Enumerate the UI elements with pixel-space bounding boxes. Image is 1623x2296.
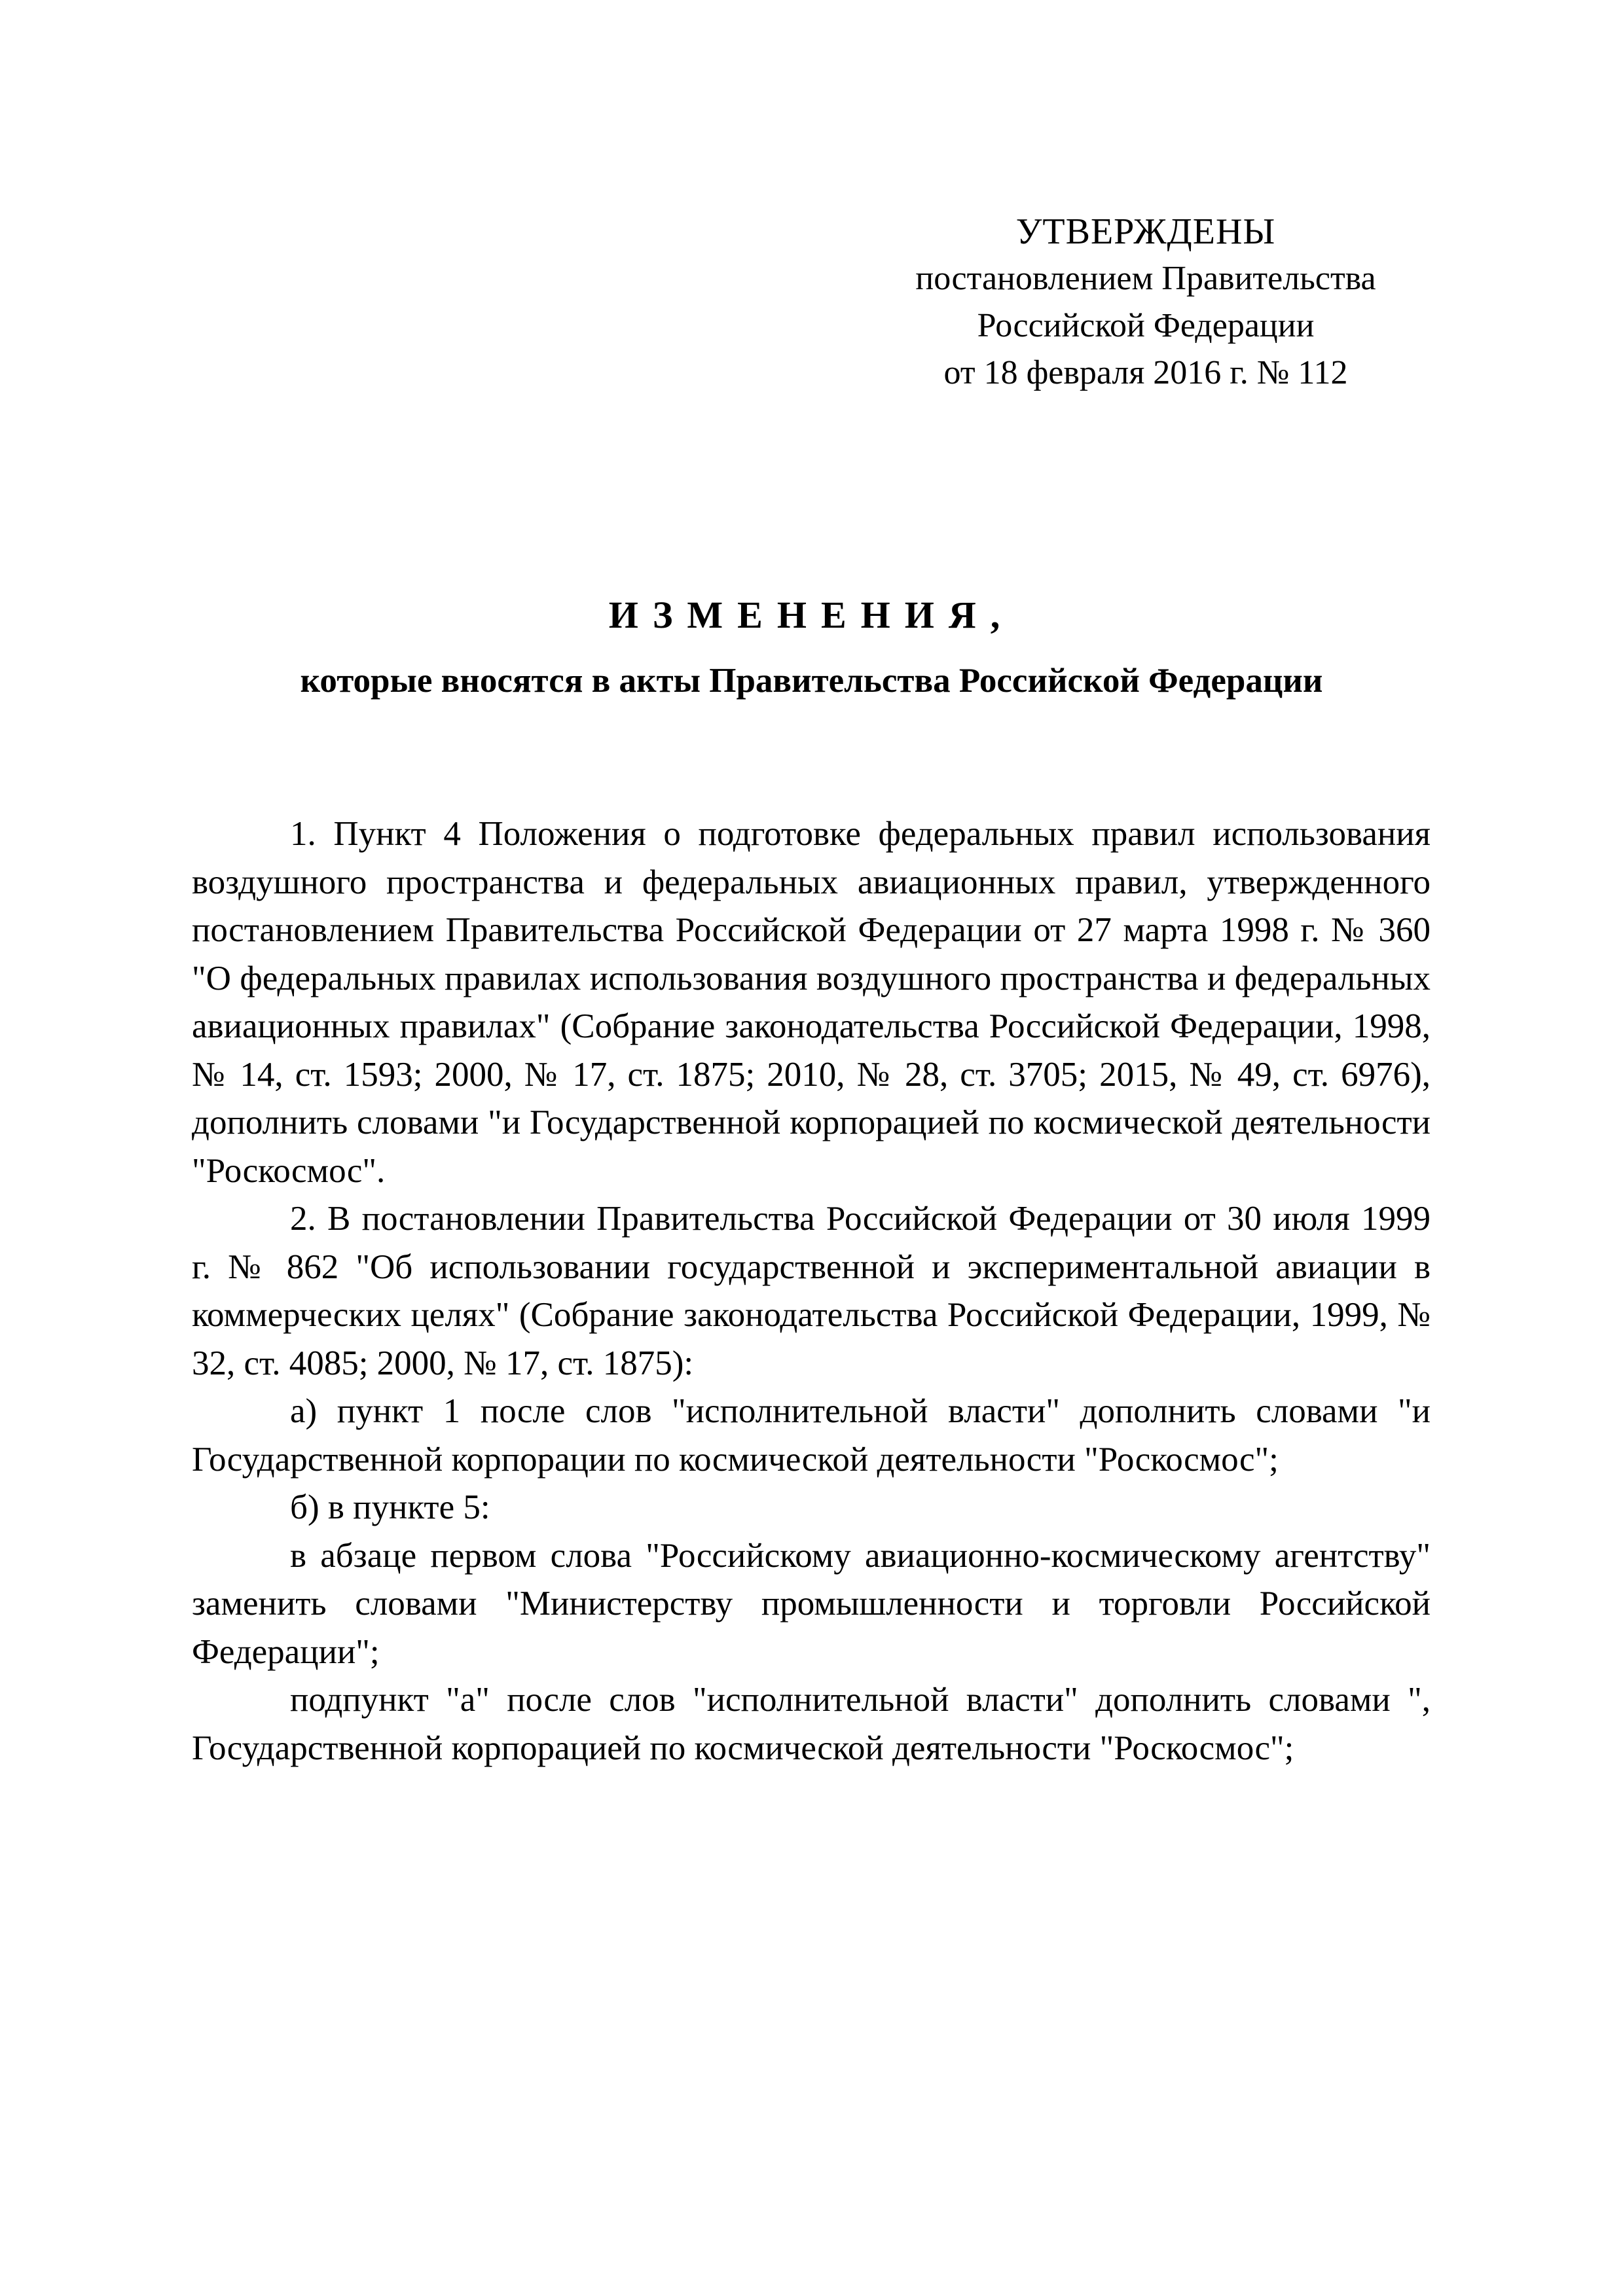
document-title: ИЗМЕНЕНИЯ, [608, 594, 1015, 636]
paragraph-2: 2. В постановлении Правительства Российской Федерации от 30 июля 1999 г. № 862 "Об использовании государственной и экспериментальной авиации в коммерческих целях" (Собрание законодательства Российской Федерации, 1999, № 32, ст. 4085; 2000, № 17, ст. 1875): [192, 1200, 1431, 1382]
document-body [192, 810, 1431, 1772]
approval-line-2: Российской Федерации [977, 307, 1315, 344]
approval-line-1: постановлением Правительства [915, 260, 1376, 297]
approved-heading: УТВЕРЖДЕНЫ [1015, 211, 1276, 252]
approval-block [877, 208, 1414, 397]
document-subtitle: которые вносятся в акты Правительства Российской Федерации [300, 662, 1323, 700]
paragraph-2b: б) в пункте 5: [290, 1488, 490, 1526]
paragraph-2b-1: в абзаце первом слова "Российскому авиационно-космическому агентству" заменить словами "Министерству промышленности и торговли Российской Федерации"; [192, 1536, 1431, 1671]
paragraph-2b-2: подпункт "а" после слов "исполнительной власти" дополнить словами ", Государственной корпорацией по космической деятельности "Роскосмос"; [192, 1681, 1431, 1767]
paragraph-2a: а) пункт 1 после слов "исполнительной власти" дополнить словами "и Государственной корпорации по космической деятельности "Роскосмос"; [192, 1392, 1431, 1479]
paragraph-1: 1. Пункт 4 Положения о подготовке федеральных правил использования воздушного пространства и федеральных авиационных правил, утвержденного постановлением Правительства Российской Федерации от 27 марта 1998 г. № 360 "О федеральных правилах использования воздушного пространства и федеральных авиационных правилах" (Собрание законодательства Российской Федерации, 1998, № 14, ст. 1593; 2000, № 17, ст. 1875; 2010, № 28, ст. 3705; 2015, № 49, ст. 6976), дополнить словами "и Государственной корпорацией по космической деятельности "Роскосмос". [192, 815, 1431, 1190]
approval-line-3: от 18 февраля 2016 г. № 112 [943, 354, 1348, 391]
